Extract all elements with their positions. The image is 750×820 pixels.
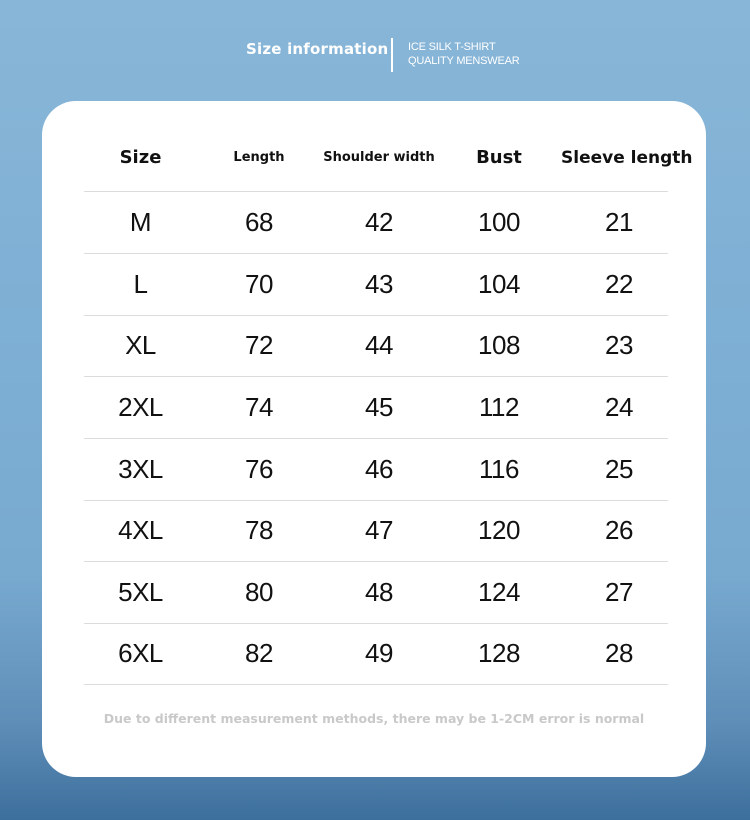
table-row xyxy=(84,562,668,624)
bust-cell: 112 xyxy=(479,392,519,422)
sleeve-length-cell: 23 xyxy=(605,330,633,360)
column-header-size: Size xyxy=(119,147,162,168)
column-header-length: Length xyxy=(233,150,285,165)
size-cell: M xyxy=(129,207,152,237)
size-cell: 5XL xyxy=(118,577,163,607)
shoulder-width-cell: 47 xyxy=(365,515,393,545)
length-cell: 80 xyxy=(245,577,273,607)
table-row xyxy=(84,192,668,254)
shoulder-width-cell: 48 xyxy=(365,577,393,607)
subtitle-line-2: QUALITY MENSWEAR xyxy=(408,55,520,67)
header xyxy=(0,38,750,74)
bust-cell: 108 xyxy=(478,330,520,360)
column-header-shoulder-width: Shoulder width xyxy=(323,150,435,165)
table-row xyxy=(84,315,668,377)
sleeve-length-cell: 27 xyxy=(605,577,633,607)
shoulder-width-cell: 46 xyxy=(365,454,393,484)
length-cell: 70 xyxy=(245,269,273,299)
measurement-note: Due to different measurement methods, there may be 1-2CM error is normal xyxy=(103,711,645,726)
size-cell: 2XL xyxy=(118,392,163,422)
header-divider xyxy=(391,38,393,72)
size-cell: 6XL xyxy=(118,638,163,668)
table-row xyxy=(84,254,668,316)
size-cell: 3XL xyxy=(118,454,163,484)
subtitle-line-1: ICE SILK T-SHIRT xyxy=(408,41,496,53)
bust-cell: 128 xyxy=(478,638,520,668)
table-header-row xyxy=(84,143,693,192)
shoulder-width-cell: 49 xyxy=(365,638,393,668)
table-row xyxy=(84,377,668,439)
length-cell: 78 xyxy=(245,515,273,545)
length-cell: 74 xyxy=(245,392,273,422)
size-cell: XL xyxy=(125,330,156,360)
sleeve-length-cell: 25 xyxy=(605,454,633,484)
column-header-sleeve-length: Sleeve length xyxy=(561,148,693,168)
table-row xyxy=(84,439,668,501)
shoulder-width-cell: 44 xyxy=(365,330,393,360)
length-cell: 82 xyxy=(245,638,273,668)
shoulder-width-cell: 43 xyxy=(365,269,393,299)
sleeve-length-cell: 22 xyxy=(605,269,633,299)
column-header-bust: Bust xyxy=(476,147,522,168)
table-row xyxy=(84,623,668,685)
size-chart-card xyxy=(42,101,706,777)
bust-cell: 104 xyxy=(478,269,520,299)
bust-cell: 120 xyxy=(478,515,520,545)
length-cell: 68 xyxy=(245,207,273,237)
length-cell: 72 xyxy=(245,330,273,360)
table-row xyxy=(84,500,668,562)
shoulder-width-cell: 42 xyxy=(365,207,393,237)
length-cell: 76 xyxy=(245,454,273,484)
bust-cell: 100 xyxy=(478,207,520,237)
header-subtitle xyxy=(408,40,520,68)
sleeve-length-cell: 28 xyxy=(605,638,633,668)
size-cell: L xyxy=(133,269,148,299)
bust-cell: 116 xyxy=(479,454,519,484)
bust-cell: 124 xyxy=(478,577,520,607)
sleeve-length-cell: 21 xyxy=(605,207,633,237)
page-title: Size information xyxy=(246,40,389,58)
sleeve-length-cell: 24 xyxy=(605,392,633,422)
size-cell: 4XL xyxy=(118,515,163,545)
sleeve-length-cell: 26 xyxy=(605,515,633,545)
shoulder-width-cell: 45 xyxy=(365,392,393,422)
